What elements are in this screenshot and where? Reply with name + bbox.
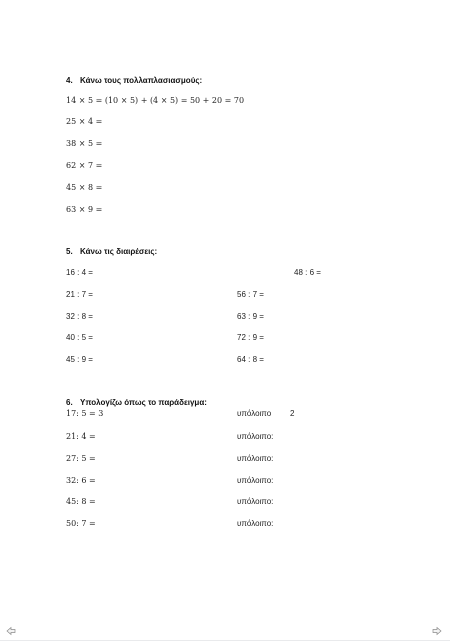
remainder-label: υπόλοιπο: bbox=[237, 519, 274, 528]
division-exercise: 48 : 6 = bbox=[294, 268, 321, 277]
remainder-exercise: 21: 4 = bbox=[66, 432, 96, 441]
section-6-heading bbox=[66, 398, 207, 407]
multiplication-exercise: 62 × 7 = bbox=[66, 161, 103, 170]
division-exercise: 56 : 7 = bbox=[237, 290, 264, 299]
multiplication-exercise: 25 × 4 = bbox=[66, 117, 103, 126]
remainder-exercise: 50: 7 = bbox=[66, 519, 96, 528]
remainder-exercise: 45: 8 = bbox=[66, 497, 96, 506]
section-4-title: Κάνω τους πολλαπλασιασμούς: bbox=[80, 76, 203, 85]
division-exercise: 64 : 8 = bbox=[237, 355, 264, 364]
example-remainder-value: 2 bbox=[290, 409, 295, 418]
division-exercise: 32 : 8 = bbox=[66, 312, 93, 321]
remainder-exercise: 27: 5 = bbox=[66, 454, 96, 463]
section-6-number: 6. bbox=[66, 398, 73, 407]
right-arrow-icon[interactable] bbox=[432, 623, 442, 633]
division-exercise: 63 : 9 = bbox=[237, 312, 264, 321]
division-exercise: 16 : 4 = bbox=[66, 268, 93, 277]
section-4-number: 4. bbox=[66, 76, 73, 85]
section-5-title: Κάνω τις διαιρέσεις: bbox=[80, 247, 158, 256]
remainder-label: υπόλοιπο: bbox=[237, 476, 274, 485]
division-exercise: 21 : 7 = bbox=[66, 290, 93, 299]
division-exercise: 45 : 9 = bbox=[66, 355, 93, 364]
remainder-label: υπόλοιπο: bbox=[237, 497, 274, 506]
remainder-label: υπόλοιπο: bbox=[237, 454, 274, 463]
division-exercise: 40 : 5 = bbox=[66, 333, 93, 342]
section-4-example: 14 × 5 = (10 × 5) + (4 × 5) = 50 + 20 = 70 bbox=[66, 96, 245, 105]
multiplication-exercise: 38 × 5 = bbox=[66, 139, 103, 148]
section-5-number: 5. bbox=[66, 247, 73, 256]
division-exercise: 72 : 9 = bbox=[237, 333, 264, 342]
remainder-label: υπόλοιπο: bbox=[237, 432, 274, 441]
section-6-example: 17: 5 = 3 bbox=[66, 409, 104, 418]
remainder-exercise: 32: 6 = bbox=[66, 476, 96, 485]
section-6-title: Υπολογίζω όπως το παράδειγμα: bbox=[80, 398, 207, 407]
multiplication-exercise: 45 × 8 = bbox=[66, 183, 103, 192]
example-remainder-label: υπόλοιπο bbox=[237, 409, 272, 418]
section-5-heading bbox=[66, 247, 157, 256]
section-4-heading bbox=[66, 76, 202, 85]
multiplication-exercise: 63 × 9 = bbox=[66, 205, 103, 214]
left-arrow-icon[interactable] bbox=[6, 623, 16, 633]
